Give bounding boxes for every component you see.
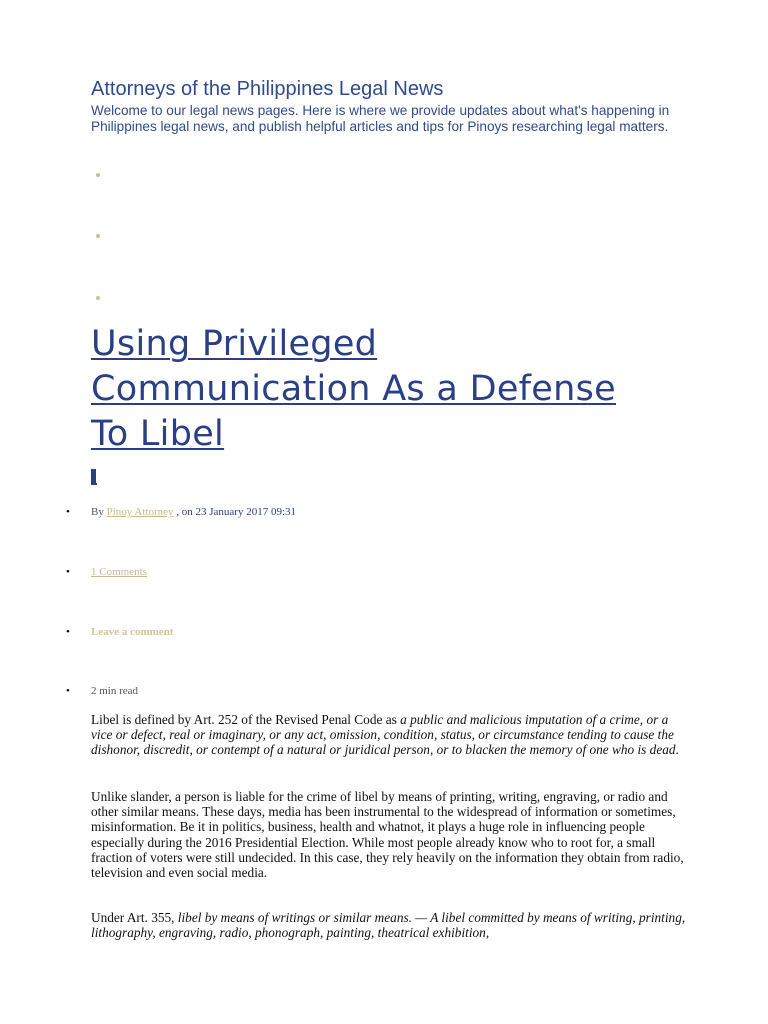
author-link[interactable]: Pinoy Attorney [106, 506, 174, 518]
meta-author-date [66, 505, 296, 519]
paragraph-3-quote: libel by means of writings or similar means. — A libel committed by means of writing, printing, lithography, engraving, radio, phonograph, painting, theatrical exhibition, [91, 910, 686, 941]
site-description: Welcome to our legal news pages. Here is where we provide updates about what's happening in Philippines legal news, and publish helpful articles and tips for Pinoys researching legal matters. [91, 103, 670, 134]
meta-comments [66, 565, 147, 579]
nav-bullet-dot [96, 234, 100, 238]
list-bullet: • [66, 506, 70, 518]
meta-by-label: By [91, 506, 104, 518]
paragraph-3-lead: Under Art. 355, [91, 910, 178, 925]
article-title[interactable]: Using Privileged Communication As a Defense To Libel [91, 324, 616, 454]
meta-date: , on 23 January 2017 09:31 [176, 506, 297, 518]
leave-comment-link[interactable]: Leave a comment [91, 626, 174, 638]
meta-leave-comment [66, 625, 173, 639]
meta-read-time [66, 684, 138, 698]
text-cursor-mark [91, 469, 96, 485]
read-time: 2 min read [91, 685, 139, 697]
nav-bullet-dot [96, 173, 100, 177]
article-paragraph-2: Unlike slander, a person is liable for the crime of libel by means of printing, writing, engraving, or radio and other similar means. These days, media has been instrumental to the widespread of information or sometimes, misinformation. Be it in politics, business, health and whatnot, it plays a huge role in influencing people especially during the 2016 Presidential Election. While most people already know who to root for, a small fraction of voters were still undecided. In this case, they rely heavily on the information they obtain from radio, television and even social media. [91, 789, 684, 881]
site-title[interactable]: Attorneys of the Philippines Legal News [91, 78, 444, 100]
list-bullet: • [66, 685, 70, 697]
article-paragraph-3 [91, 910, 691, 940]
list-bullet: • [66, 626, 70, 638]
article-paragraph-1 [91, 712, 691, 758]
paragraph-1-tail: . [675, 742, 679, 758]
paragraph-1-lead: Libel is defined by Art. 252 of the Revised Penal Code as [91, 712, 401, 727]
comments-link[interactable]: 1 Comments [91, 566, 147, 578]
paragraph-1-definition: a public and malicious imputation of a crime, or a vice or defect, real or imaginary, or any act, omission, condition, status, or circumstance tending to cause the dishonor, discredit, or contempt of a natural or juridical person, or to blacken the memory of one who is dead [91, 712, 676, 758]
nav-bullet-dot [96, 296, 100, 300]
list-bullet: • [66, 566, 70, 578]
